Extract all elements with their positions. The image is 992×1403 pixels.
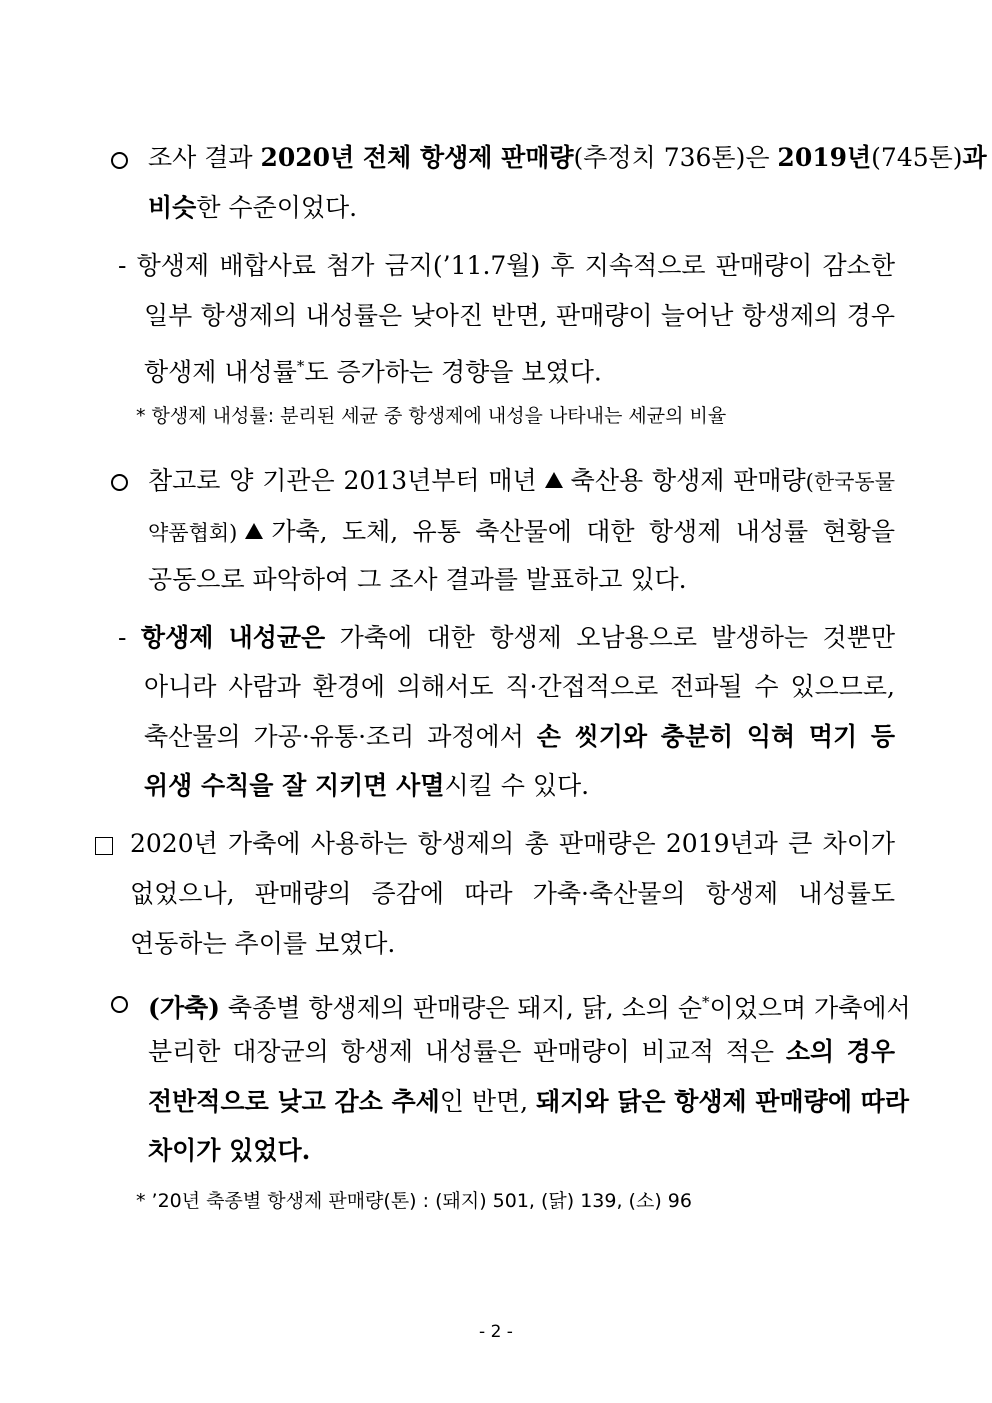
paragraph-4-line-4: [148, 1136, 310, 1166]
paragraph-3-line-3: 연동하는 추이를 보였다.: [130, 929, 396, 958]
paragraph-2-line-3: 공동으로 파악하여 그 조사 결과를 발표하고 있다.: [148, 565, 687, 594]
text-span: 참고로 양 기관은 2013년부터 매년: [148, 466, 537, 495]
text-span: 가축에 대한 항생제 오남용으로 발생하는 것뿐만: [325, 623, 895, 652]
text-span: 인 반면,: [439, 1087, 537, 1116]
paragraph-4-line-3: [148, 1087, 909, 1117]
text-span: 한 수준이었다.: [196, 193, 358, 222]
bold-text: 비슷: [148, 193, 197, 222]
hollow-circle-bullet-icon: [111, 996, 128, 1013]
paragraph-4-line-2: [148, 1037, 895, 1067]
paragraph-2-line-1: [148, 466, 895, 497]
text-span: 축종별 항생제의 판매량은 돼지, 닭, 소의 순: [219, 993, 703, 1023]
filled-triangle-bullet-icon: [245, 523, 263, 539]
paragraph-3-line-2: 없었으나, 판매량의 증감에 따라 가축·축산물의 항생제 내성률도: [130, 879, 895, 908]
footnote-1: * 항생제 내성률: 분리된 세균 중 항생제에 내성을 나타내는 세균의 비율: [136, 405, 727, 427]
bold-text: (가축): [148, 993, 220, 1023]
dash-item-2-line-1: [118, 623, 895, 653]
dash-item-2-line-3: [144, 722, 895, 752]
bold-text: 2019년: [777, 143, 872, 172]
filled-triangle-bullet-icon: [545, 472, 563, 488]
text-span: 분리한 대장균의 항생제 내성률은 판매량이 비교적 적은: [148, 1037, 786, 1066]
text-span: 조사 결과: [148, 143, 261, 172]
dash-item-2-line-2: 아니라 사람과 환경에 의해서도 직·간접적으로 전파될 수 있으므로,: [144, 672, 895, 701]
bold-text: 전반적으로 낮고 감소 추세: [148, 1087, 440, 1116]
dash-item-1-line-3: [144, 351, 602, 387]
hollow-square-bullet-icon: [95, 837, 113, 855]
text-span: 항생제 내성률: [144, 357, 297, 387]
dash-item-1-line-2: 일부 항생제의 내성률은 낮아진 반면, 판매량이 늘어난 항생제의 경우: [144, 301, 895, 330]
bold-text: 돼지와 닭은 항생제 판매량에 따라: [536, 1087, 909, 1116]
bold-text: 소의 경우: [785, 1037, 895, 1066]
bold-text: 손 씻기와 충분히 익혀 먹기 등: [536, 722, 895, 751]
asterisk-footnote-mark: *: [702, 993, 710, 1011]
text-span: 약품협회): [148, 521, 238, 545]
page-number: - 2 -: [479, 1322, 513, 1342]
text-span: 도 증가하는 경향을 보였다.: [304, 357, 602, 387]
paragraph-3-line-1: 2020년 가축에 사용하는 항생제의 총 판매량은 2019년과 큰 차이가: [130, 829, 895, 858]
text-span: 축산용 항생제 판매량: [570, 466, 806, 495]
text-span: (한국동물: [805, 470, 895, 494]
bold-text: 차이가 있었다.: [148, 1136, 311, 1165]
bold-text: 위생 수칙을 잘 지키면 사멸: [144, 771, 445, 800]
paragraph-2-line-2: [148, 517, 895, 548]
paragraph-1-line-1: [148, 143, 987, 173]
paragraph-1-line-2: [148, 193, 357, 223]
bold-text: 과: [962, 143, 987, 172]
text-span: -: [118, 623, 141, 652]
bold-text: 항생제 내성균은: [140, 623, 326, 652]
text-span: 가축, 도체, 유통 축산물에 대한 항생제 내성률 현황을: [271, 517, 895, 546]
text-span: (추정치 736톤)은: [573, 143, 778, 172]
text-span: 이었으며 가축에서: [709, 993, 911, 1023]
text-span: 축산물의 가공·유통·조리 과정에서: [144, 722, 537, 751]
text-span: 시킬 수 있다.: [444, 771, 590, 800]
asterisk-footnote-mark: *: [296, 357, 305, 375]
dash-item-1-line-1: - 항생제 배합사료 첨가 금지(’11.7월) 후 지속적으로 판매량이 감소한: [118, 251, 895, 280]
bold-text: 2020년 전체 항생제 판매량: [260, 143, 574, 172]
dash-item-2-line-4: [144, 771, 589, 801]
paragraph-4-line-1: [148, 987, 911, 1023]
hollow-circle-bullet-icon: [111, 474, 128, 491]
footnote-2: * ’20년 축종별 항생제 판매량(톤) : (돼지) 501, (닭) 139, (소) 96: [136, 1190, 692, 1212]
hollow-circle-bullet-icon: [111, 152, 128, 169]
text-span: (745톤): [871, 143, 963, 172]
